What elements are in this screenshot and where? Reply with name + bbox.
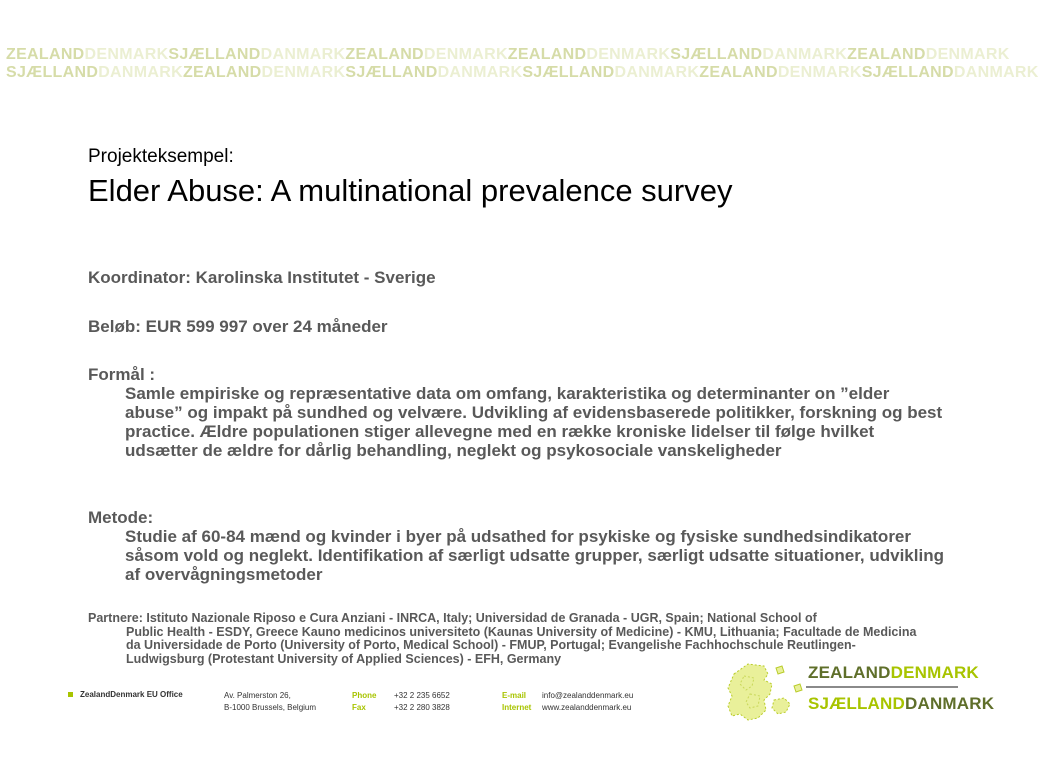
footer-phone-label: Phone [352, 691, 377, 700]
banner-word: DENMARK [84, 46, 169, 63]
method-label: Metode: [88, 508, 154, 527]
footer-web-values [542, 690, 633, 714]
purpose-text: Samle empiriske og repræsentative data om omfang, karakteristika og determinanter on ”elder abuse” og impakt på sundhed og velvære. Udvikling af evidensbaserede politikker, forskning og best practice. Ældre populationen stiger allevegne med en række kroniske lidelser til følge hvilket udsætter de ældre for dårlig behandling, neglekt og psykosociale vanskeligheder [125, 384, 943, 460]
logo-divider [806, 686, 958, 688]
partners-rest: Public Health - ESDY, Greece Kauno medicinos universiteto (Kaunas University of Medicine) - KMU, Lithuania; Facultade de Medicina da Universidade de Porto (University of Porto, Medical School) - FMUP, Portugal; Evangelishe Fachhochschule Reutlingen-Ludwigsburg (Protestant University of Applied Sciences) - EFH, Germany [126, 624, 917, 666]
banner-word: DENMARK [777, 64, 862, 81]
footer-address [224, 690, 316, 714]
zealand-denmark-logo [720, 656, 995, 726]
footer-web-labels [502, 690, 531, 714]
logo-line-sjaelland-danmark [808, 694, 994, 714]
banner-word: DANMARK [260, 46, 346, 63]
partners-first-line: Partnere: Istituto Nazionale Riposo e Cura Anziani - INRCA, Italy; Universidad de Granada - UGR, Spain; National School of [88, 611, 817, 625]
banner-word: SJÆLLAND [345, 64, 438, 81]
footer-internet-label: Internet [502, 703, 532, 712]
footer-fax: +32 2 280 3828 [394, 703, 450, 712]
banner-word: DENMARK [261, 64, 346, 81]
banner-word: ZEALAND [182, 64, 262, 81]
logo-word-denmark: DENMARK [890, 663, 979, 682]
footer-address-line1: Av. Palmerston 26, [224, 691, 291, 700]
banner-word: DENMARK [925, 46, 1010, 63]
banner-word: ZEALAND [699, 64, 778, 81]
footer-org-name: ZealandDenmark EU Office [80, 690, 183, 699]
banner-word: ZEALAND [345, 46, 424, 63]
footer-phone-fax-numbers [394, 690, 450, 714]
footer-phone: +32 2 235 6652 [394, 691, 450, 700]
banner-word: ZEALAND [847, 46, 926, 63]
brand-banner-watermark [0, 46, 1039, 88]
purpose-section [88, 365, 945, 460]
banner-word: DANMARK [437, 64, 523, 81]
banner-word: DANMARK [614, 64, 700, 81]
footer-fax-label: Fax [352, 703, 366, 712]
footer-address-line2: B-1000 Brussels, Belgium [224, 703, 317, 712]
logo-line-zealand-denmark [808, 663, 979, 683]
banner-word: DANMARK [98, 64, 183, 81]
method-text: Studie af 60-84 mænd og kvinder i byer på udsathed for psykiske og fysiske sundhedsindikatorer såsom vold og neglekt. Identifikation af særligt udsatte grupper, særligt udsatte situationer, udvikling af overvågningsmetoder [125, 527, 944, 584]
banner-word: ZEALAND [6, 46, 85, 63]
method-section [88, 508, 945, 584]
banner-word: SJÆLLAND [861, 64, 954, 81]
footer-email: info@zealanddenmark.eu [542, 691, 634, 700]
footer-email-label: E-mail [502, 691, 527, 700]
slide-title: Elder Abuse: A multinational prevalence survey [88, 173, 733, 208]
banner-word: SJÆLLAND [168, 46, 261, 63]
banner-word: SJÆLLAND [670, 46, 763, 63]
logo-word-sjaelland: SJÆLLAND [808, 694, 905, 713]
banner-word: ZEALAND [507, 46, 587, 63]
purpose-label: Formål : [88, 365, 156, 384]
banner-word: DANMARK [953, 64, 1039, 81]
banner-word: DENMARK [586, 46, 671, 63]
footer-website: www.zealanddenmark.eu [542, 703, 632, 712]
amount-line: Beløb: EUR 599 997 over 24 måneder [88, 317, 388, 336]
footer-phone-fax-labels [352, 690, 376, 714]
slide-subtitle: Projekteksempel: [88, 146, 234, 167]
logo-word-danmark: DANMARK [905, 694, 995, 713]
banner-word: DANMARK [762, 46, 848, 63]
banner-word: SJÆLLAND [6, 64, 99, 81]
banner-word: SJÆLLAND [522, 64, 615, 81]
denmark-map-icon [720, 656, 806, 726]
banner-word: DENMARK [423, 46, 508, 63]
coordinator-line: Koordinator: Karolinska Institutet - Sverige [88, 268, 436, 287]
logo-word-zealand: ZEALAND [808, 663, 891, 682]
bullet-square-icon [68, 692, 73, 697]
banner-row-bottom [6, 64, 1039, 82]
banner-row-top [6, 46, 1010, 64]
